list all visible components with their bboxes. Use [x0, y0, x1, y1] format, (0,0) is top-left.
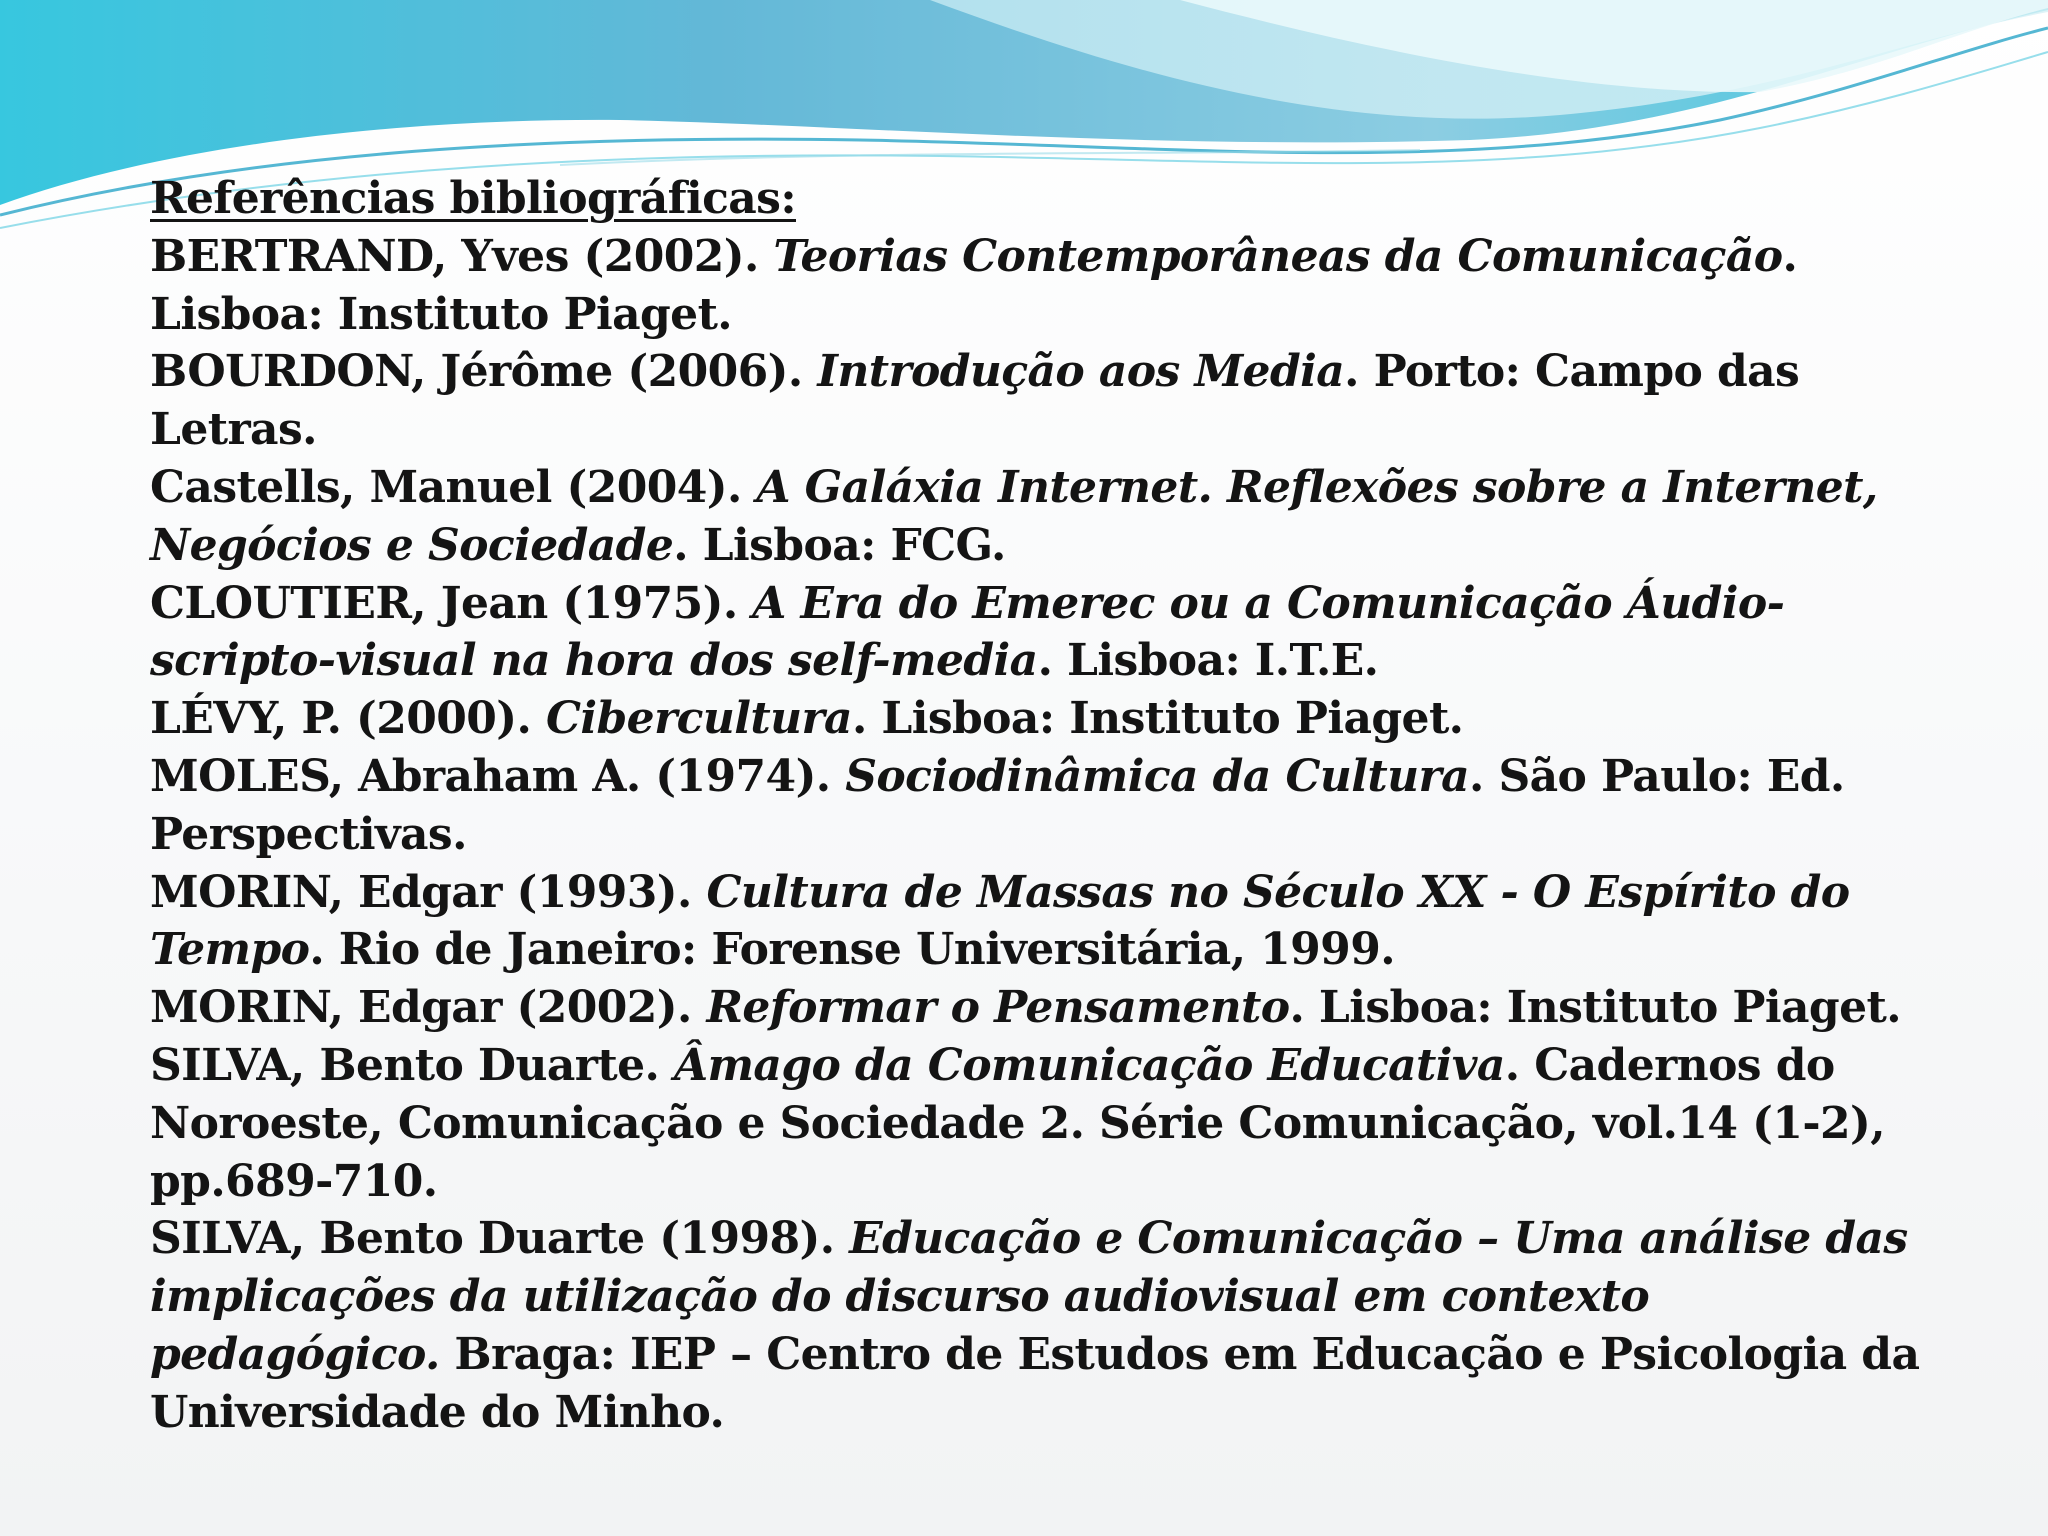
references-heading: Referências bibliográficas: [150, 173, 796, 224]
reference-title: Sociodinâmica da Cultura [845, 750, 1470, 802]
reference-author-year: SILVA, Bento Duarte. [150, 1039, 674, 1091]
reference-author-year: CLOUTIER, Jean (1975). [150, 577, 753, 629]
reference-entry [150, 459, 1940, 575]
reference-title: A Galáxia Internet. Reflexões sobre a Internet, Negócios e Sociedade [150, 461, 1878, 571]
references-text-box [150, 170, 1940, 1442]
reference-author-year: Castells, Manuel (2004). [150, 461, 757, 513]
reference-title: A Era do Emerec ou a Comunicação Áudio-scripto-visual na hora dos self-media [150, 577, 1785, 687]
reference-author-year: MORIN, Edgar (1993). [150, 866, 707, 918]
references-list [150, 228, 1940, 1442]
reference-author-year: BERTRAND, Yves (2002). [150, 230, 774, 282]
reference-publisher: . Lisboa: Instituto Piaget. [851, 693, 1464, 745]
reference-publisher: . Lisboa: FCG. [673, 519, 1006, 571]
reference-entry [150, 748, 1940, 864]
reference-title: Âmago da Comunicação Educativa [673, 1039, 1505, 1091]
reference-title: Educação e Comunicação – Uma análise das implicações da utilização do discurso audiovisual em contexto pedagógico. [150, 1213, 1908, 1380]
reference-entry [150, 979, 1940, 1037]
reference-author-year: BOURDON, Jérôme (2006). [150, 346, 818, 398]
reference-title: Cibercultura [545, 693, 852, 745]
reference-publisher: . Lisboa: I.T.E. [1037, 635, 1379, 687]
reference-publisher: . Porto: Campo das Letras. [150, 346, 1800, 456]
reference-entry [150, 1037, 1940, 1210]
reference-publisher: . Cadernos do Noroeste, Comunicação e Sociedade 2. Série Comunicação, vol.14 (1-2), pp.689-710. [150, 1039, 1885, 1207]
reference-entry [150, 343, 1940, 459]
reference-publisher: . Lisboa: Instituto Piaget. [1289, 982, 1901, 1034]
reference-author-year: SILVA, Bento Duarte (1998). [150, 1213, 850, 1265]
reference-publisher: . Rio de Janeiro: Forense Universitária, 1999. [309, 924, 1395, 976]
reference-title: Reformar o Pensamento [706, 982, 1290, 1034]
reference-title: Cultura de Massas no Século XX - O Espírito do Tempo [150, 866, 1850, 976]
reference-entry [150, 1210, 1940, 1441]
reference-author-year: LÉVY, P. (2000). [150, 693, 546, 745]
reference-publisher: . São Paulo: Ed. Perspectivas. [150, 750, 1845, 860]
reference-publisher: . Lisboa: Instituto Piaget. [150, 230, 1798, 340]
reference-entry [150, 228, 1940, 344]
reference-publisher: Braga: IEP – Centro de Estudos em Educação e Psicologia da Universidade do Minho. [150, 1328, 1920, 1438]
reference-entry [150, 690, 1940, 748]
reference-author-year: MORIN, Edgar (2002). [150, 982, 707, 1034]
reference-entry [150, 864, 1940, 980]
reference-title: Introdução aos Media [817, 346, 1345, 398]
reference-entry [150, 575, 1940, 691]
reference-author-year: MOLES, Abraham A. (1974). [150, 750, 846, 802]
reference-title: Teorias Contemporâneas da Comunicação [773, 230, 1783, 282]
